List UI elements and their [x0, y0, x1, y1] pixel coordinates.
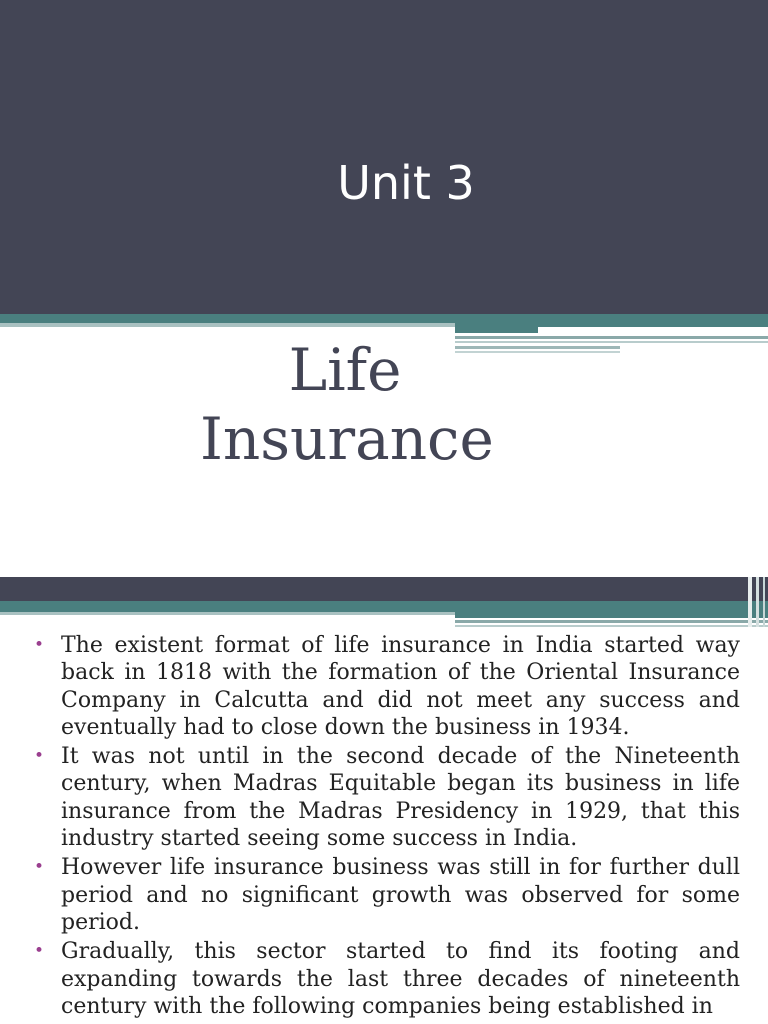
decorative-band: [0, 601, 768, 612]
decorative-band: [763, 577, 765, 627]
slide-header-band: [0, 577, 768, 601]
bullet-text: It was not until in the second decade of the Nineteenth century, when Madras Equitable began its business in life insurance from the Madras Presidency in 1929, that this industry started seeing some success in India.: [61, 744, 740, 852]
decorative-band: [455, 323, 538, 333]
decorative-band: [455, 612, 768, 618]
decorative-band: [748, 577, 752, 627]
decorative-band: [455, 620, 768, 623]
list-item: [34, 938, 740, 1020]
decorative-band: [455, 341, 768, 343]
bullet-icon: •: [34, 635, 45, 655]
list-item: [34, 632, 740, 741]
bullet-icon: •: [34, 941, 45, 962]
bullet-list: [34, 632, 740, 1022]
list-item: [34, 743, 740, 852]
bullet-text: Gradually, this sector started to find its footing and expanding towards the last three decades of nineteenth century with the following companies being established in: [61, 939, 740, 1019]
decorative-band: [455, 336, 768, 339]
slide-subtitle: Life Insurance: [200, 336, 494, 473]
list-item: [34, 854, 740, 936]
decorative-band: [620, 330, 712, 333]
decorative-band: [538, 314, 768, 327]
decorative-band: [0, 612, 455, 615]
bullet-icon: •: [34, 746, 45, 767]
bullet-icon: •: [34, 857, 45, 878]
decorative-band: [756, 577, 759, 627]
decorative-band: [0, 323, 455, 327]
bullet-text: The existent format of life insurance in India started way back in 1818 with the formation of the Oriental Insurance Company in Calcutta and did not meet any success and eventually had to close down the business in 1934.: [61, 633, 740, 740]
decorative-band: [455, 625, 768, 627]
bullet-text: However life insurance business was still in for further dull period and no significant growth was observed for some period.: [61, 855, 740, 935]
slide-title: Unit 3: [337, 156, 475, 210]
